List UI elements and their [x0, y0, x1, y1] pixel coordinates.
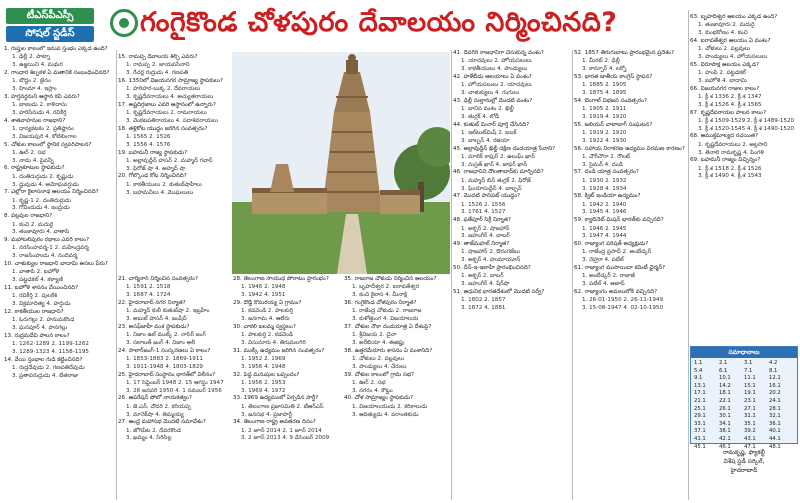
question-text: 36. గంగైకొండ చోళపురం నిర్మాత?: [344, 299, 417, 306]
question-options: 1. నిజాం ఉల్ ముల్క్ 2. నాసిర్ జంగ్: [126, 332, 206, 339]
question-options: 3. 1928 4. 1934: [582, 185, 627, 192]
question-options: 1. కడవెండి 2. పాలకుర్తి: [241, 308, 293, 315]
question-options: 3. 1289-1323 4. 1158-1195: [12, 348, 89, 355]
question-options: 1. 1919 2. 1920: [582, 129, 627, 136]
question-options: 1. 1956 2. 1953: [241, 379, 286, 386]
question-options: 1. ఓరుగల్లు 2. హనుమకొండ: [12, 317, 75, 324]
question-options: 1. ఇల్‌టుట్‌మిష్ 2. ఐబక్: [461, 129, 517, 136]
question-options: 3. క్రీ.శ 1490 4. క్రీ.శ 1543: [698, 173, 762, 180]
question-options: 1. 1565 2. 1526: [126, 133, 171, 140]
question-options: 1. మాలిక్ కాఫుర్ 2. ఉలుఘ్ ఖాన్: [461, 153, 535, 160]
question-options: 1. కంచి 2. మదురై: [12, 221, 54, 228]
question-options: 3. 1872 4. 1881: [461, 305, 506, 311]
question-options: 3. నుస్రత్ ఖాన్ 4. జాఫర్ ఖాన్: [461, 161, 528, 168]
question-text: 50. దీన్-ఇ-ఇలాహీ ప్రారంభించినది?: [453, 265, 531, 272]
answer-cell: 34.1: [719, 420, 731, 427]
question-options: 3. అక్బర్ 4. హుమాయూన్: [461, 257, 521, 264]
question-options: 3. కంచి కైలాస 4. మీనాక్షి: [352, 292, 408, 299]
question-text: 52. 1857 తిరుగుబాటు ప్రారంభమైన ప్రదేశం?: [574, 50, 675, 56]
question-text: 53. భారత జాతీయ కాంగ్రెస్ స్థాపన?: [574, 73, 653, 80]
answer-cell: 22.1: [719, 397, 731, 404]
question-options: 3. జహంగీర్ 4. షేర్‌షా: [461, 281, 510, 288]
answer-cell: 21.1: [694, 397, 706, 404]
question-options: 1. 1885 2. 1905: [582, 82, 627, 89]
temple-photo: [232, 52, 450, 274]
question-options: 1. క్రీ.శ 1518 2. క్రీ.శ 1526: [698, 165, 762, 172]
answer-cell: 13.1: [694, 382, 706, 389]
temple-illustration: [232, 52, 450, 274]
answer-cell: 3.1: [744, 360, 753, 366]
question-column-3: [118, 276, 230, 502]
answer-cell: 15.1: [744, 382, 756, 389]
question-options: 3. 2 జూన్ 2013 4. 9 డిసెంబర్ 2009: [241, 435, 330, 442]
question-options: 3. నాడు 4. పైవన్నీ: [12, 157, 54, 164]
answer-cell: 37.1: [694, 428, 706, 435]
answer-cell: 38.1: [719, 428, 731, 435]
question-options: 1. ఢిల్లీ 2. పాట్నా: [12, 54, 51, 61]
question-options: 1. కాకతీయులు 2. కుతుబ్‌షాహీలు: [126, 181, 202, 188]
question-column-6: [453, 50, 571, 500]
question-options: 1. చౌరీచౌరా 2. రౌలట్: [582, 153, 631, 160]
subject-badge: సోషల్ స్టడీస్: [6, 26, 94, 42]
question-options: 3. ఐహోళె 4. బాదామి: [698, 77, 747, 84]
question-options: 1. నరసింహవర్మ-1 2. మహేంద్రవర్మ: [12, 245, 89, 252]
question-text: 31. ముల్కీ ఉద్యమం జరిగిన సంవత్సరం?: [233, 347, 325, 354]
question-options: 1. బౌద్ధం 2. జైనం: [12, 78, 51, 85]
question-options: 1. 1942 2. 1940: [582, 201, 627, 208]
question-options: 1. శ్రీవిజయ 2. చైనా: [352, 332, 397, 339]
question-options: 3. నెహ్రూ 4. పటేల్: [582, 257, 624, 264]
question-text: 2. గాంధార శిల్పకళ ఏ మతానికి సంబంధించినది?: [4, 69, 110, 76]
question-options: 3. ఘనపూర్ 4. పానగల్లు: [12, 324, 68, 331]
answer-cell: 16.1: [769, 382, 781, 389]
question-text: 5. చోళుల కాలంలో స్థానిక స్వపరిపాలన?: [4, 141, 92, 148]
question-options: 3. ప్రతాపరుద్రుడు 4. బేతరాజు: [12, 372, 79, 379]
question-options: 1. ధాన్యకటకం 2. ప్రతిష్ఠానం: [12, 125, 74, 132]
question-options: 3. 1969 4. 1972: [241, 387, 286, 394]
question-options: 3. గోవిందుడు 4. ఇంద్రుడు: [12, 205, 70, 212]
question-options: 1. 1853-1883 2. 1869-1911: [126, 355, 203, 362]
question-options: 1. రాజేంద్ర చోళుడు 2. రాజరాజ: [352, 308, 422, 315]
question-options: 1. 17 సెప్టెంబర్ 1948 2. 15 ఆగస్టు 1947: [126, 379, 224, 386]
question-text: 6. రాష్ట్రకూటుల స్థాపకుడు?: [4, 165, 65, 172]
question-options: 3. ఘియాసుద్దీన్ 4. బాల్బన్: [461, 185, 522, 192]
question-text: 30. చాకలి ఐలమ్మ స్వస్థలం?: [233, 323, 296, 330]
answer-cell: 36.1: [769, 420, 781, 427]
question-options: 3. ఉజ్జయిని 4. మథుర: [12, 62, 63, 69]
question-options: 1. 1946 2. 1945: [582, 225, 627, 232]
answer-cell: 31.1: [744, 413, 756, 420]
question-text: 55. జలియన్ వాలాబాగ్ సంఘటన?: [574, 121, 653, 128]
question-column-8: [690, 14, 798, 344]
question-options: 3. విక్రమాదిత్య 4. హర్షుడు: [12, 301, 71, 307]
question-options: 1. మహ్మద్ బిన్ తుగ్లక్ 2. ఫిరోజ్: [461, 177, 531, 184]
question-text: 21. చార్మినార్ నిర్మించిన సంవత్సరం?: [118, 276, 198, 282]
question-options: 1. మహ్మద్ కులీ కుతుబ్‌షా 2. ఇబ్రహీం: [126, 308, 210, 315]
question-text: 26. ఆపరేషన్ పోలో నాయకత్వం?: [118, 395, 192, 402]
question-options: 1. జోగిపేట 2. దేవరకొండ: [126, 427, 181, 434]
question-options: 3. 1761 4. 1527: [461, 209, 506, 216]
question-options: 1. కృష్ణ-1 2. దంతిదుర్గుడు: [12, 197, 72, 204]
question-text: 58. క్విట్ ఇండియా ఉద్యమం?: [574, 193, 641, 200]
question-options: 1. 1905 2. 1911: [582, 106, 627, 113]
question-text: 23. అసఫ్‌జాహీ వంశ స్థాపకుడు?: [118, 323, 190, 330]
answer-cell: 47.1: [744, 443, 756, 450]
question-options: 1. రామప్ప 2. జాయపసేనాని: [126, 62, 190, 69]
answer-cell: 27.1: [744, 405, 756, 412]
question-options: 3. 1911-1948 4. 1803-1829: [126, 363, 203, 370]
question-options: 1. రుద్రదేవుడు 2. గణపతిదేవుడు: [12, 364, 85, 371]
question-options: 1. ఊర్ 2. సభ: [12, 149, 46, 156]
question-text: 7. ఎల్లోరా కైలాసనాథ ఆలయం నిర్మించినది?: [4, 189, 99, 196]
question-text: 18. తళ్లికోట యుద్ధం జరిగిన సంవత్సరం?: [118, 125, 208, 132]
column-divider: [451, 50, 452, 500]
question-options: 1. హంపి 2. పట్టడకల్: [698, 70, 746, 77]
question-text: 17. అష్టదిగ్గజాలు ఎవరి ఆస్థానంలో ఉన్నారు?: [118, 101, 216, 108]
question-text: 20. గోల్కొండ కోట నిర్మించినది?: [118, 173, 187, 180]
answer-cell: 18.1: [719, 390, 731, 397]
answer-cell: 35.1: [744, 420, 756, 427]
answer-cell: 33.1: [694, 420, 706, 427]
answer-cell: 44.1: [769, 435, 781, 442]
answer-cell: 45.1: [694, 443, 706, 450]
question-options: 3. తుగ్లక్ 4. లోడీ: [461, 113, 500, 120]
credit-line: రామకృష్ణ, ఫ్యాకల్టీ: [723, 449, 765, 456]
question-text: 16. 1350లో విజయనగర సామ్రాజ్య స్థాపకులు?: [118, 77, 223, 84]
answer-cell: 19.1: [744, 390, 756, 397]
question-options: 3. కృష్ణదేవరాయలు 4. అచ్యుతరాయలు: [126, 93, 214, 100]
answer-cell: 32.1: [769, 413, 781, 420]
question-options: 3. 15-08-1947 4. 02-10-1950: [582, 305, 664, 311]
question-text: 62. రాజ్యాంగం అమలులోకి వచ్చినది?: [574, 288, 658, 295]
question-options: 1. చోళులు 2. పల్లవులు: [698, 46, 751, 53]
answer-cell: 46.1: [719, 443, 731, 450]
question-options: 3. 1556 4. 1576: [126, 141, 171, 148]
question-text: 39. చోళుల కాలంలో గ్రామ సభ?: [344, 371, 415, 378]
chakra-icon: [110, 9, 138, 37]
question-options: 1. వాతాపి 2. ఐహోళె: [12, 269, 60, 276]
question-options: 3. పట్టడకల్ 4. కళ్యాణి: [12, 277, 64, 284]
answer-cell: 14.2: [719, 382, 731, 389]
credit-line: హైదరాబాద్: [730, 467, 758, 474]
answer-cell: 6.1: [719, 367, 728, 374]
question-options: 1. అక్బర్ 2. బాబర్: [461, 273, 504, 280]
answers-grid: [691, 358, 797, 453]
question-options: 1. చోళులు 2. పల్లవులు: [352, 355, 405, 362]
question-options: 3. అబుల్ హసన్ 4. జంషీద్: [126, 315, 187, 322]
question-options: 3. నగరం 4. కొట్టం: [352, 387, 393, 394]
answer-cell: 41.1: [694, 435, 706, 442]
question-text: 12. కాకతీయుల రాజధాని?: [4, 308, 64, 315]
question-text: 24. సాలార్‌జంగ్-1 సంస్కరణలు ఏ కాలం?: [118, 347, 211, 354]
answer-cell: 2.1: [719, 360, 728, 366]
question-options: 3. 1922 4. 1930: [582, 137, 627, 144]
question-options: 3. 1956 4. 1948: [241, 363, 286, 370]
question-options: 1. రాజేంద్ర ప్రసాద్ 2. అంబేడ్కర్: [582, 249, 652, 256]
answer-cell: 25.1: [694, 405, 706, 412]
question-options: 3. తెనాలి రామకృష్ణ 4. పింగళి: [698, 149, 765, 156]
answer-cell: 28.1: [769, 405, 781, 412]
question-text: 65. విరూపాక్ష ఆలయం ఎక్కడ?: [690, 61, 759, 68]
question-options: 3. హరిసేనుడు 4. రవికీర్తి: [12, 109, 67, 116]
question-options: 3. 1942 4. 1951: [241, 292, 286, 299]
question-options: 3. కాకతీయులు 4. పాండ్యులు: [461, 66, 528, 73]
question-options: 3. జనసభ 4. ప్రజాపార్టీ: [241, 411, 292, 418]
question-text: 64. ఐరావతేశ్వర ఆలయం ఏ వంశం?: [690, 37, 771, 44]
question-options: 1. 1802 2. 1857: [461, 297, 506, 304]
answer-cell: 29.1: [694, 413, 706, 420]
question-options: 3. కుళోత్తుంగ 4. విజయాలయ: [352, 315, 419, 322]
question-options: 3. 1947 4. 1944: [582, 233, 627, 240]
question-text: 51. ఆధునిక భారతదేశంలో మొదటి సర్వే?: [453, 288, 545, 295]
question-options: 1. 1930 2. 1932: [582, 177, 627, 184]
question-options: 3. ఆదిత్యుడు 4. పరాంతకుడు: [352, 411, 419, 418]
question-options: 1. తంజావూరు 2. మదురై: [698, 22, 755, 29]
question-options: 1. బానిస వంశం 2. ఖిల్జీ: [461, 106, 514, 113]
answer-cell: 26.1: [719, 405, 731, 412]
answer-cell: 23.1: [744, 397, 756, 404]
question-text: 27. ఆంధ్ర మహాసభ మొదటి సమావేశం?: [118, 419, 206, 426]
question-options: 1. రవికీర్తి 2. పులకేశి: [12, 293, 58, 300]
question-options: 3. పాండ్యులు 4. హోయసలులు: [698, 53, 768, 60]
question-options: 3. క్రీ.శ 1520-1545 4. క్రీ.శ 1490-1520: [698, 125, 795, 132]
question-text: 13. రుద్రమదేవి పాలన కాలం?: [4, 332, 70, 339]
question-text: 14. వేయి స్తంభాల గుడి కట్టించినది?: [4, 356, 83, 363]
question-options: 1. హోయసలులు 2. యాదవులు: [461, 82, 532, 89]
question-column-7: [574, 50, 686, 500]
answers-title: సమాధానాలు: [691, 347, 797, 358]
question-text: 15. రామప్ప దేవాలయ శిల్పి ఎవరు?: [118, 54, 198, 60]
question-text: 61. రాజ్యాంగ ముసాయిదా కమిటీ ఛైర్మన్?: [574, 265, 666, 272]
question-text: 59. క్యాబినెట్ మిషన్ భారత్‌కు వచ్చినది?: [574, 217, 664, 224]
question-options: 1. షాజహాన్ 2. ఔరంగజేబు: [461, 249, 521, 256]
question-text: 34. తెలంగాణ రాష్ట్ర అవతరణ దినం?: [233, 419, 316, 426]
question-text: 8. పల్లవుల రాజధాని?: [4, 213, 53, 220]
question-options: 1. బాణుడు 2. కాళిదాసు: [12, 102, 67, 109]
question-column-2: [118, 54, 230, 274]
question-text: 25. హైదరాబాద్ సంస్థానం భారత్‌లో విలీనం?: [118, 371, 216, 378]
answer-cell: 7.1: [744, 367, 753, 374]
question-options: 3. 1945 4. 1946: [582, 209, 627, 216]
question-text: 35. రాజరాజ చోళుడు నిర్మించిన ఆలయం?: [344, 276, 437, 282]
column-divider: [688, 10, 689, 500]
section-badge: టీఎస్‌పీఎస్సీ: [6, 8, 94, 24]
question-options: 3. సలాబత్ జంగ్ 4. నిజాం అలీ: [126, 339, 196, 346]
question-options: 3. జనగామ 4. ఆలేరు: [241, 315, 290, 322]
answer-cell: 42.1: [719, 435, 731, 442]
author-credit: [690, 448, 798, 500]
question-text: 9. మహాబలిపురం రథాలు ఎవరి కాలం?: [4, 237, 90, 244]
question-text: 54. బెంగాల్ విభజన సంవత్సరం?: [574, 97, 647, 104]
question-options: 1. హరిహర-బుక్క 2. దేవరాయలు: [126, 86, 201, 93]
question-options: 3. బాల్బన్ 4. రజియా: [461, 137, 510, 144]
question-text: 66. విజయనగర రాజుల కాలం?: [690, 85, 760, 92]
answer-cell: 48.1: [769, 443, 781, 450]
question-text: 60. రాజ్యాంగ పరిషత్ అధ్యక్షుడు?: [574, 241, 649, 248]
question-options: 1. క్రీ.శ 1509-1529 2. క్రీ.శ 1489-1520: [698, 117, 795, 124]
question-options: 3. ధ్రువుడు 4. అమోఘవర్షుడు: [12, 181, 79, 188]
question-text: 41. దేవగిరి రాజధానిగా చేసుకున్న వంశం?: [453, 50, 544, 56]
question-text: 38. ఉత్తరమేరూరు శాసనం ఏ వంశానిది?: [344, 347, 433, 354]
question-text: 32. పెద్ద మనుషుల ఒప్పందం?: [233, 371, 300, 378]
question-text: 28. తెలంగాణ సాయుధ పోరాటం ప్రారంభం?: [233, 276, 329, 282]
question-text: 47. మొదటి పానిపట్ యుద్ధం?: [453, 193, 521, 200]
answer-cell: 40.1: [769, 428, 781, 435]
answer-cell: 8.1: [769, 367, 778, 374]
column-divider: [116, 50, 117, 500]
question-text: 11. ఐహోళె శాసనం వేయించినది?: [4, 284, 79, 291]
question-options: 1. జె.ఎన్. చౌదరి 2. కరియప్ప: [126, 403, 192, 410]
question-text: 40. చోళ సామ్రాజ్యం స్థాపకుడు?: [344, 395, 414, 402]
answer-cell: 20.2: [769, 390, 781, 397]
question-options: 3. విసునూరు 4. తిరుమలగిరి: [241, 339, 306, 346]
question-text: 48. ఫతేపూర్ సిక్రీ నిర్మాత?: [453, 217, 511, 224]
question-text: 4. శాతవాహనుల రాజధాని?: [4, 117, 66, 124]
question-text: 69. బహమనీ రాజ్యం విచ్ఛిన్నం?: [690, 157, 761, 164]
question-options: 1. పాలకుర్తి 2. కడవెండి: [241, 332, 293, 339]
question-options: 1. అల్లావుద్దీన్ హసన్ 2. మహ్మద్ గవాన్: [126, 157, 213, 164]
question-text: 67. కృష్ణదేవరాయల పాలన కాలం?: [690, 109, 766, 116]
question-options: 3. బహమనీలు 4. మొఘలులు: [126, 189, 194, 196]
question-options: 3. రాజసింహుడు 4. నందివర్మ: [12, 253, 78, 260]
question-column-5: [344, 276, 450, 502]
question-text: 45. అల్లావుద్దీన్ ఖిల్జీ దక్షిణ దండయాత్ర సేనాని?: [453, 145, 556, 152]
question-options: 1. 1591 2. 1518: [126, 284, 171, 291]
question-options: 3. హిందూ 4. ఇస్లాం: [12, 85, 57, 92]
question-options: 1. విజయాలయుడు 2. కరికాలుడు: [352, 403, 428, 410]
question-options: 1. క్రీ.శ 1336 2. క్రీ.శ 1347: [698, 93, 762, 100]
question-text: 44. కుతుబ్ మినార్ పూర్తి చేసినది?: [453, 121, 530, 128]
question-options: 1. 2 జూన్ 2014 2. 1 జూన్ 2014: [241, 427, 322, 434]
answer-cell: 43.1: [744, 435, 756, 442]
question-options: 3. జహంగీర్ 4. బాబర్: [461, 233, 510, 240]
question-options: 1. బృహదీశ్వర 2. ఐరావతేశ్వర: [352, 284, 420, 291]
question-options: 3. పటేల్ 4. ఆజాద్: [582, 281, 625, 288]
question-options: 3. క్రీ.శ 1526 4. క్రీ.శ 1565: [698, 101, 762, 108]
credit-line: విశేష స్టడీ సర్కిల్,: [723, 458, 765, 465]
question-options: 1. యాదవులు 2. హోయసలులు: [461, 58, 532, 65]
question-options: 3. మానెక్‌షా 4. తిమ్మయ్య: [126, 411, 184, 418]
answers-table: [690, 346, 798, 450]
question-text: 22. హైదరాబాద్ నగర నిర్మాత?: [118, 299, 186, 306]
question-options: 1. దంతిదుర్గుడు 2. కృష్ణుడు: [12, 173, 74, 180]
question-options: 3. చాళుక్యులు 4. గంగులు: [461, 89, 520, 96]
question-options: 3. సైమన్ 4. దండి: [582, 161, 623, 168]
question-options: 1. 26-01-1950 2. 26-11-1949: [582, 297, 664, 304]
question-options: 3. రేచర్ల రుద్రుడు 4. గణపతి: [126, 70, 189, 77]
question-text: 33. 1969 ఉద్యమంలో ఏర్పడిన పార్టీ?: [233, 395, 319, 402]
question-options: 3. తంజావూరు 4. వాతాపి: [12, 229, 70, 236]
answer-cell: 24.1: [769, 397, 781, 404]
question-options: 1. 1262-1289 2. 1199-1262: [12, 340, 89, 347]
question-options: 3. 1875 4. 1895: [582, 89, 627, 96]
question-text: 46. రాజధానిని దౌలతాబాద్‌కు మార్చినది?: [453, 169, 544, 176]
answer-cell: 39.2: [744, 428, 756, 435]
answer-cell: 10.1: [719, 375, 731, 382]
question-text: 56. సహాయ నిరాకరణ ఉద్యమం విరమణ కారణం?: [574, 145, 685, 152]
question-column-4: [233, 276, 341, 502]
answer-cell: 11.1: [744, 375, 756, 382]
question-options: 1. కృష్ణదేవరాయలు 2. అల్లసాని: [698, 141, 768, 148]
question-text: 10. చాళుక్యుల రాజధాని బాదామి అసలు పేరు?: [4, 261, 108, 268]
answer-cell: 17.1: [694, 390, 706, 397]
question-options: 1. 1946 2. 1948: [241, 284, 286, 291]
question-text: 1. గుప్తుల కాలంలో ఇనుప స్తంభం ఎక్కడ ఉంది?: [4, 46, 108, 52]
question-text: 29. దొడ్డి కొమరయ్య ఏ గ్రామం?: [233, 299, 302, 306]
question-options: 1. అక్బర్ 2. షాజహాన్: [461, 225, 510, 232]
question-text: 19. బహమనీ రాజ్య స్థాపకుడు?: [118, 149, 188, 156]
question-options: 3. వెంకటపతిరాయలు 4. సదాశివరాయలు: [126, 117, 218, 124]
question-text: 3. హర్షవర్ధనుని ఆస్థాన కవి ఎవరు?: [4, 93, 80, 100]
column-divider: [572, 50, 573, 500]
question-column-1: [4, 46, 114, 496]
question-options: 1. 1952 2. 1969: [241, 355, 286, 362]
question-options: 3. అరేబియా 4. ఈజిప్టు: [352, 339, 405, 346]
question-options: 3. 1919 4. 1920: [582, 113, 627, 120]
question-text: 63. బృహదీశ్వర ఆలయం ఎక్కడ ఉంది?: [690, 14, 778, 20]
question-options: 1. తెలంగాణ ప్రజాసమితి 2. టీఆర్ఎస్: [241, 403, 324, 410]
question-options: 3. కుంభకోణం 4. కంచి: [698, 30, 748, 37]
answer-cell: 4.2: [769, 360, 778, 366]
question-options: 3. ఫిరోజ్ షా 4. అహ్మద్ షా: [126, 165, 186, 172]
question-text: 68. ఆముక్తమాల్యద రచయిత?: [690, 133, 758, 140]
question-options: 3. ఖమ్మం 4. సిరిసిల్ల: [126, 435, 172, 442]
question-text: 49. తాజ్‌మహల్ నిర్మాత?: [453, 241, 510, 248]
question-options: 3. 1687 4. 1724: [126, 292, 171, 299]
question-options: 3. కాన్పూర్ 4. లక్నో: [582, 66, 627, 73]
question-text: 57. దండి యాత్ర సంవత్సరం?: [574, 169, 639, 176]
question-text: 37. చోళుల నౌకా దండయాత్ర ఏ దేశంపై?: [344, 323, 432, 330]
question-options: 1. మీరట్ 2. ఢిల్లీ: [582, 58, 620, 65]
question-options: 3. విజయపురి 4. కోటిలింగాల: [12, 133, 77, 140]
answer-cell: 30.1: [719, 413, 731, 420]
question-options: 1. 1526 2. 1556: [461, 201, 506, 208]
question-options: 1. ఊర్ 2. సభ: [352, 379, 386, 386]
question-options: 1. కృష్ణదేవరాయలు 2. రామరాయలు: [126, 110, 207, 117]
answer-cell: 5.4: [694, 367, 703, 374]
question-text: 42. హళేబీడు ఆలయాలు ఏ వంశం?: [453, 73, 532, 80]
question-options: 3. 26 జనవరి 1950 4. 1 నవంబర్ 1956: [126, 387, 222, 394]
answer-cell: 9.1: [694, 375, 703, 382]
page-headline: గంగైకొండ చోళపురం దేవాలయం నిర్మించినది?: [140, 7, 618, 38]
answer-cell: 1.1: [694, 360, 703, 366]
question-options: 1. అంబేడ్కర్ 2. రాజాజీ: [582, 273, 635, 280]
question-text: 43. ఢిల్లీ సుల్తానుల్లో మొదటి వంశం?: [453, 97, 533, 104]
question-options: 3. పాండ్యులు 4. చేరులు: [352, 363, 407, 370]
answer-cell: 12.1: [769, 375, 781, 382]
